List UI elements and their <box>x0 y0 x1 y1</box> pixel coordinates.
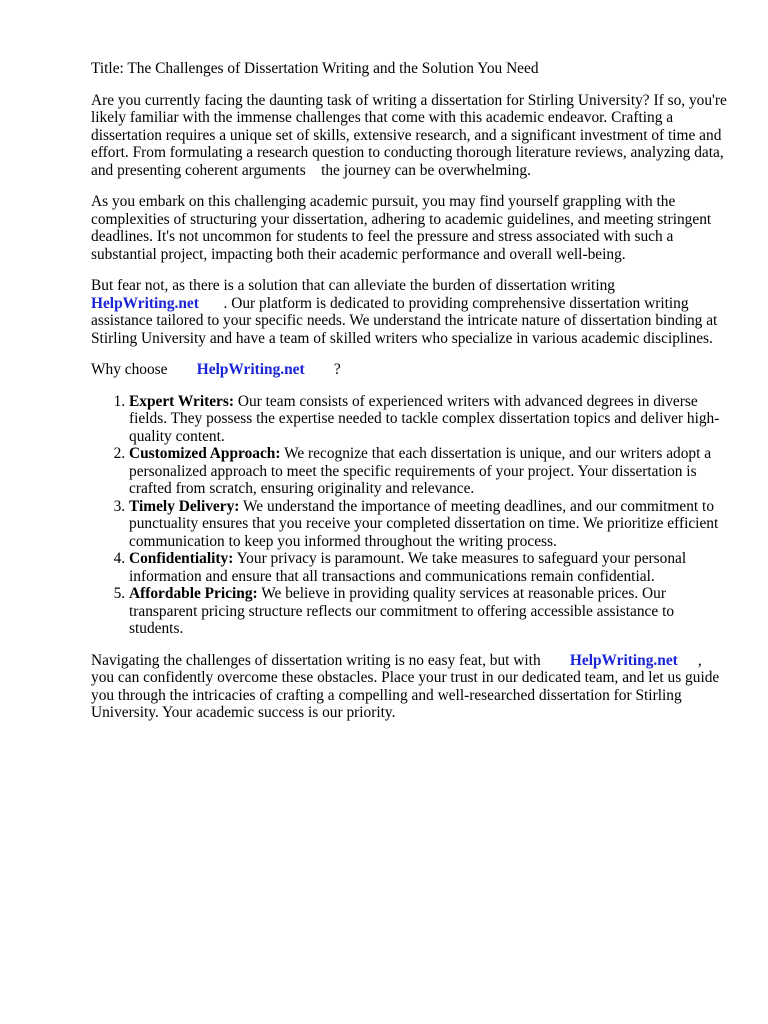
benefits-list <box>91 393 728 638</box>
list-item-text: We recognize that each dissertation is unique, and our writers adopt a personalized approach to meet the specific requirements of your project. Your dissertation is crafted from scratch, ensuring originality and relevance. <box>129 445 712 497</box>
helpwriting-link[interactable]: HelpWriting.net <box>91 294 199 312</box>
list-item-term: Confidentiality: <box>129 550 234 567</box>
document-title: Title: The Challenges of Dissertation Writing and the Solution You Need <box>91 60 539 77</box>
solution-text-after: . Our platform is dedicated to providing comprehensive dissertation writing assistance tailored to your specific needs. We understand the intricate nature of dissertation binding at Stirling University and have a team of skilled writers who specialize in various academic disciplines. <box>91 294 718 347</box>
why-choose-question-mark: ? <box>333 361 341 378</box>
list-item-term: Expert Writers: <box>129 392 234 410</box>
challenges-paragraph: As you embark on this challenging academic pursuit, you may find yourself grappling with the complexities of structuring your dissertation, adhering to academic guidelines, and meeting stringent deadlines. It's not uncommon for students to feel the pressure and stress associated with such a substantial project, impacting both their academic performance and overall well-being. <box>91 193 712 263</box>
list-item-text: We understand the importance of meeting deadlines, and our commitment to punctuality ensures that you receive your completed dissertation on time. We prioritize efficient communication to keep you informed throughout the writing process. <box>129 497 719 550</box>
list-item <box>129 550 728 585</box>
list-item-text: Our team consists of experienced writers with advanced degrees in diverse fields. They possess the expertise needed to tackle complex dissertation topics and deliver high-quality content. <box>129 392 720 445</box>
list-item-text: We believe in providing quality services at reasonable prices. Our transparent pricing structure reflects our commitment to offering accessible assistance to students. <box>129 585 675 637</box>
why-choose-line <box>91 361 728 379</box>
list-item <box>129 585 728 638</box>
list-item <box>129 393 728 446</box>
closing-paragraph <box>91 652 728 722</box>
list-item-term: Customized Approach: <box>129 445 281 462</box>
helpwriting-link[interactable]: HelpWriting.net <box>569 651 678 669</box>
closing-text-before: Navigating the challenges of dissertation writing is no easy feat, but with <box>91 651 541 669</box>
list-item <box>129 498 728 551</box>
list-item-text: Your privacy is paramount. We take measures to safeguard your personal information and ensure that all transactions and communications remain confidential. <box>129 550 687 585</box>
helpwriting-link[interactable]: HelpWriting.net <box>196 361 305 378</box>
closing-text-after: , you can confidently overcome these obstacles. Place your trust in our dedicated team, and let us guide you through the intricacies of crafting a compelling and well-researched dissertation for Stirling University. Your academic success is our priority. <box>91 651 720 721</box>
why-choose-text: Why choose <box>91 361 168 378</box>
list-item-term: Affordable Pricing: <box>129 585 258 602</box>
solution-paragraph <box>91 277 728 347</box>
intro-paragraph: Are you currently facing the daunting task of writing a dissertation for Stirling University? If so, you're likely familiar with the immense challenges that come with this academic endeavor. Crafting a dissertation requires a unique set of skills, extensive research, and a significant investment of time and effort. From formulating a research question to conducting thorough literature reviews, analyzing data, and presenting coherent arguments the journey can be overwhelming. <box>91 91 727 179</box>
list-item-term: Timely Delivery: <box>129 497 240 515</box>
list-item <box>129 445 728 498</box>
solution-text-before: But fear not, as there is a solution that can alleviate the burden of dissertation writing <box>91 277 615 294</box>
